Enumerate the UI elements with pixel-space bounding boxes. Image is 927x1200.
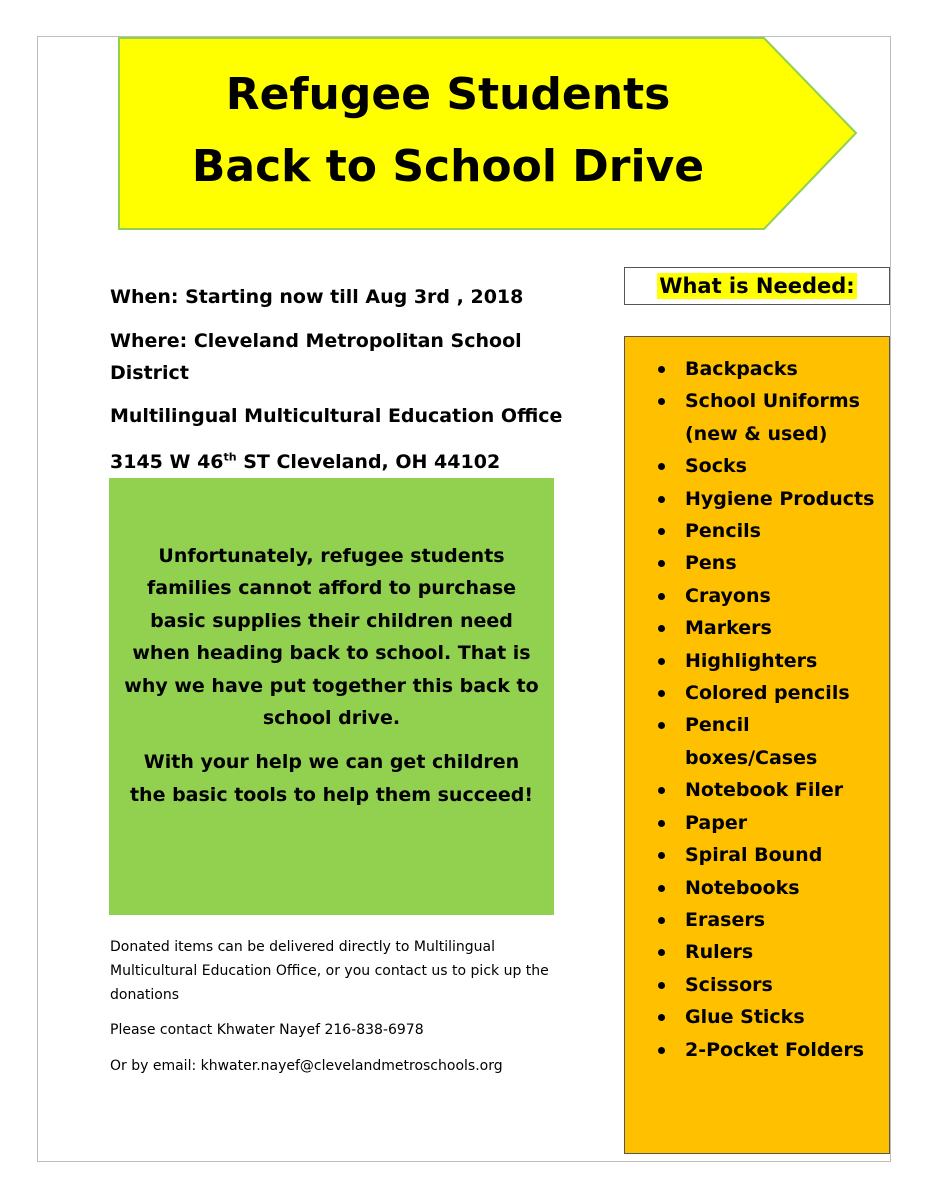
email-line: Or by email: khwater.nayef@clevelandmetroschools.org	[110, 1058, 503, 1074]
needed-header: What is Needed:	[659, 274, 855, 298]
bullet-icon	[658, 690, 665, 697]
bullet-icon	[658, 528, 665, 535]
page-title	[118, 59, 778, 203]
needed-item	[625, 904, 889, 936]
needed-item-label: Notebooks	[685, 876, 800, 899]
message-box	[109, 478, 554, 915]
needed-list-box	[624, 336, 890, 1154]
message-paragraph-2: With your help we can get children the basic tools to help them succeed!	[129, 751, 534, 806]
address-line	[110, 446, 500, 478]
bullet-icon	[658, 560, 665, 567]
bullet-icon	[658, 1047, 665, 1054]
needed-item-label: Pencil boxes/Cases	[685, 714, 818, 769]
needed-item	[625, 774, 889, 806]
bullet-icon	[658, 949, 665, 956]
needed-item	[625, 450, 889, 482]
delivery-line-2: Multicultural Education Office, or you contact us to pick up the	[110, 963, 549, 979]
when-line: When: Starting now till Aug 3rd , 2018	[110, 286, 524, 308]
bullet-icon	[658, 658, 665, 665]
needed-item	[625, 580, 889, 612]
bullet-icon	[658, 496, 665, 503]
needed-item	[625, 547, 889, 579]
needed-item	[625, 1001, 889, 1033]
needed-item-label: Colored pencils	[685, 682, 850, 705]
bullet-icon	[658, 852, 665, 859]
needed-item-label: School Uniforms (new & used)	[685, 390, 860, 445]
needed-item	[625, 515, 889, 547]
needed-item-label: Scissors	[685, 973, 773, 996]
needed-item-label: Crayons	[685, 584, 771, 607]
needed-list	[625, 353, 889, 1066]
needed-item	[625, 1034, 889, 1066]
needed-item	[625, 483, 889, 515]
needed-item-label: Socks	[685, 455, 747, 478]
bullet-icon	[658, 982, 665, 989]
title-line-2: Back to School Drive	[191, 141, 705, 192]
address-end: ST Cleveland, OH 44102	[236, 451, 501, 473]
needed-item	[625, 677, 889, 709]
needed-item	[625, 709, 889, 774]
delivery-line-3: donations	[110, 987, 180, 1003]
bullet-icon	[658, 787, 665, 794]
address-ordinal: th	[223, 450, 237, 464]
needed-item-label: Paper	[685, 811, 748, 834]
bullet-icon	[658, 820, 665, 827]
message-paragraph-1: Unfortunately, refugee students families cannot afford to purchase basic supplies their children need when heading back to school. That is why we have put together this back to school drive.	[124, 545, 539, 730]
needed-item	[625, 839, 889, 871]
title-line-1: Refugee Students	[225, 69, 671, 120]
bullet-icon	[658, 1014, 665, 1021]
needed-item-label: Backpacks	[685, 358, 798, 380]
needed-item	[625, 936, 889, 968]
contact-line: Please contact Khwater Nayef 216-838-6978	[110, 1022, 424, 1038]
title-banner	[118, 37, 858, 230]
needed-item-label: Pencils	[685, 520, 761, 543]
needed-item	[625, 645, 889, 677]
office-line: Multilingual Multicultural Education Office	[110, 405, 563, 427]
where-line-2: District	[110, 362, 189, 384]
bullet-icon	[658, 885, 665, 892]
bullet-icon	[658, 366, 665, 373]
needed-item-label: Rulers	[685, 941, 754, 964]
needed-item-label: Notebook Filer	[685, 779, 844, 802]
needed-item	[625, 353, 889, 385]
needed-header-box	[624, 267, 890, 305]
bullet-icon	[658, 398, 665, 405]
needed-item	[625, 385, 889, 450]
needed-item-label: 2-Pocket Folders	[685, 1038, 864, 1061]
delivery-line-1: Donated items can be delivered directly to Multilingual	[110, 939, 495, 955]
needed-item-label: Erasers	[685, 908, 766, 931]
bullet-icon	[658, 463, 665, 470]
needed-item-label: Pens	[685, 552, 737, 575]
needed-item	[625, 807, 889, 839]
needed-item-label: Highlighters	[685, 649, 818, 672]
needed-item	[625, 872, 889, 904]
needed-item-label: Spiral Bound	[685, 844, 823, 867]
needed-item-label: Markers	[685, 617, 772, 640]
needed-item-label: Glue Sticks	[685, 1006, 805, 1029]
needed-item	[625, 969, 889, 1001]
needed-item-label: Hygiene Products	[685, 487, 875, 510]
address-start: 3145 W 46	[110, 451, 224, 473]
bullet-icon	[658, 722, 665, 729]
needed-item	[625, 612, 889, 644]
bullet-icon	[658, 593, 665, 600]
bullet-icon	[658, 917, 665, 924]
bullet-icon	[658, 625, 665, 632]
where-line-1: Where: Cleveland Metropolitan School	[110, 330, 522, 352]
